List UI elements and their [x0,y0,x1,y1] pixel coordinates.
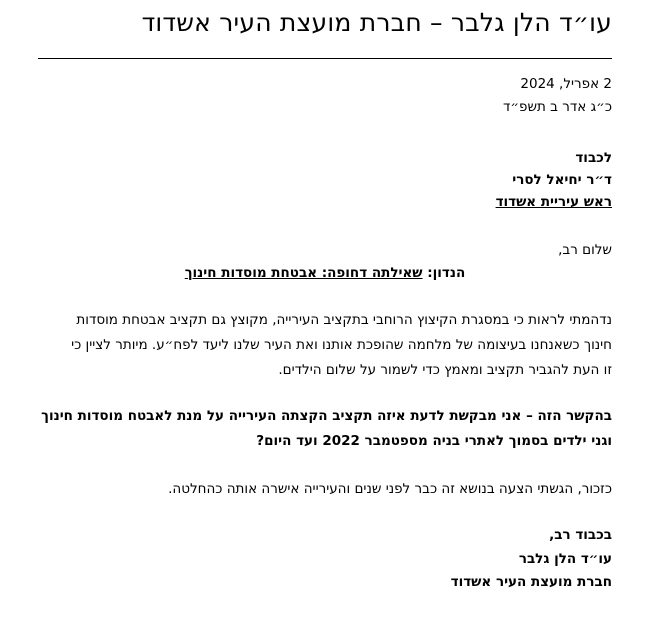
signature-closing: בכבוד רב, [549,527,612,543]
paragraph-1-line-1: נדהמתי לראות כי במסגרת הקיצוץ הרוחבי בתקציב העירייה, מקוצץ גם תקציב אבטחת מוסדות [76,312,612,328]
recipient-name: ד״ר יחיאל לסרי [512,172,612,188]
letterhead-title: עו״ד הלן גלבר – חברת מועצת העיר אשדוד [141,8,612,37]
recipient-title: ראש עיריית אשדוד [495,194,612,210]
paragraph-1-line-2: חינוך כשאנחנו בעיצומה של מלחמה שהופכת אותנו ואת העיר שלנו ליעד לפח״ע. מיותר לציין כי [71,337,612,353]
recipient-salutation: לכבוד [575,150,612,166]
paragraph-2-line-2: וגני ילדים בסמוך לאתרי בניה מספטמבר 2022 ועד היום? [256,433,612,449]
date-gregorian: 2 אפריל, 2024 [520,76,612,92]
body-paragraph-3: כזכור, הגשתי הצעה בנושא זה כבר לפני שנים והעירייה אישרה אותה כהחלטה. [168,481,612,497]
greeting: שלום רב, [558,242,612,258]
subject-text: שאילתה דחופה: אבטחת מוסדות חינוך [184,265,423,281]
paragraph-2-line-1: בהקשר הזה – אני מבקשת לדעת איזה תקציב הקצתה העירייה על מנת לאבטח מוסדות חינוך [41,408,612,424]
letterhead-divider [38,58,612,59]
signature-role: חברת מועצת העיר אשדוד [450,574,612,590]
paragraph-1-line-3: זו העת להגביר תקציב ומאמץ כדי לשמור על שלום הילדים. [278,362,612,378]
body-paragraph-2 [38,404,612,454]
signature-name: עו״ד הלן גלבר [518,551,612,567]
subject-prefix: הנדון: [427,265,466,281]
subject-line [0,264,650,282]
body-paragraph-1 [38,308,612,383]
date-hebrew: כ״ג אדר ב תשפ״ד [502,99,612,115]
